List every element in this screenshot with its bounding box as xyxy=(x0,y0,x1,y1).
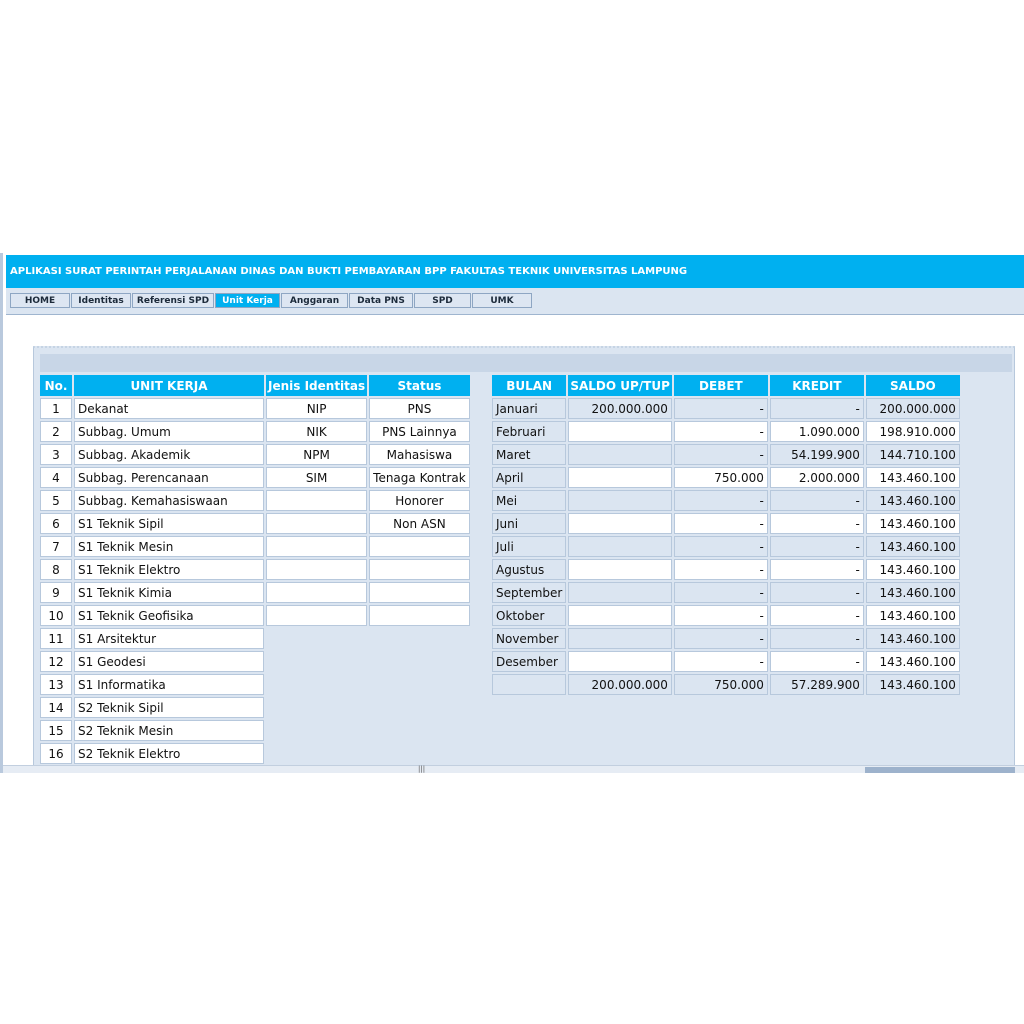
table-row xyxy=(40,674,470,695)
unit-kerja-cell[interactable]: Dekanat xyxy=(74,398,264,419)
excel-app-window xyxy=(0,253,1024,773)
debet-cell[interactable]: - xyxy=(674,398,768,419)
row-number-cell[interactable]: 1 xyxy=(40,398,72,419)
table-row xyxy=(40,513,470,534)
row-number-cell[interactable]: 14 xyxy=(40,697,72,718)
status-cell[interactable]: Tenaga Kontrak xyxy=(369,467,470,488)
tab-referensi-spd[interactable]: Referensi SPD xyxy=(132,293,214,308)
empty-area xyxy=(369,743,470,764)
status-cell[interactable] xyxy=(369,605,470,626)
row-number-cell[interactable]: 3 xyxy=(40,444,72,465)
tab-umk[interactable]: UMK xyxy=(472,293,532,308)
jenis-identitas-cell[interactable]: SIM xyxy=(266,467,367,488)
unit-kerja-cell[interactable]: S1 Teknik Geofisika xyxy=(74,605,264,626)
table-row xyxy=(492,467,960,488)
debet-cell[interactable]: - xyxy=(674,559,768,580)
kredit-cell[interactable]: - xyxy=(770,651,864,672)
bulan-cell[interactable]: April xyxy=(492,467,566,488)
kredit-cell[interactable]: - xyxy=(770,536,864,557)
table-row xyxy=(492,628,960,649)
empty-area xyxy=(266,674,367,695)
debet-cell[interactable]: 750.000 xyxy=(674,467,768,488)
saldo-up-cell[interactable] xyxy=(568,513,672,534)
unit-kerja-cell[interactable]: Subbag. Akademik xyxy=(74,444,264,465)
table-row xyxy=(492,444,960,465)
bulan-cell[interactable]: Juni xyxy=(492,513,566,534)
row-number-cell[interactable]: 11 xyxy=(40,628,72,649)
empty-area xyxy=(369,674,470,695)
bulan-cell[interactable]: Maret xyxy=(492,444,566,465)
saldo-up-cell[interactable] xyxy=(568,628,672,649)
table-row xyxy=(40,444,470,465)
total-saldo-up-cell[interactable]: 200.000.000 xyxy=(568,674,672,695)
table-row xyxy=(492,605,960,626)
unit-kerja-panel xyxy=(33,346,1015,766)
saldo-cell[interactable]: 143.460.100 xyxy=(866,559,960,580)
kredit-cell[interactable]: - xyxy=(770,559,864,580)
bulan-cell[interactable]: Februari xyxy=(492,421,566,442)
bulan-cell[interactable]: November xyxy=(492,628,566,649)
table-row xyxy=(492,582,960,603)
table-row xyxy=(40,398,470,419)
saldo-cell[interactable]: 143.460.100 xyxy=(866,628,960,649)
saldo-cell[interactable]: 200.000.000 xyxy=(866,398,960,419)
empty-area xyxy=(266,651,367,672)
status-cell[interactable]: Honorer xyxy=(369,490,470,511)
col-header-debet: DEBET xyxy=(674,375,768,396)
saldo-up-cell[interactable] xyxy=(568,444,672,465)
kredit-cell[interactable]: - xyxy=(770,398,864,419)
table-row xyxy=(492,536,960,557)
tab-identitas[interactable]: Identitas xyxy=(71,293,131,308)
debet-cell[interactable]: - xyxy=(674,628,768,649)
bulan-cell[interactable]: Juli xyxy=(492,536,566,557)
bulan-cell[interactable]: Januari xyxy=(492,398,566,419)
unit-kerja-cell[interactable]: Subbag. Kemahasiswaan xyxy=(74,490,264,511)
debet-cell[interactable]: - xyxy=(674,490,768,511)
table-row xyxy=(40,536,470,557)
jenis-identitas-cell[interactable]: NIK xyxy=(266,421,367,442)
tab-data-pns[interactable]: Data PNS xyxy=(349,293,413,308)
empty-area xyxy=(266,697,367,718)
table-row xyxy=(492,398,960,419)
saldo-up-cell[interactable]: 200.000.000 xyxy=(568,398,672,419)
tab-spd[interactable]: SPD xyxy=(414,293,471,308)
kredit-cell[interactable]: 1.090.000 xyxy=(770,421,864,442)
kredit-cell[interactable]: - xyxy=(770,628,864,649)
row-number-cell[interactable]: 2 xyxy=(40,421,72,442)
empty-area xyxy=(369,697,470,718)
col-header-saldo-up-tup: SALDO UP/TUP xyxy=(568,375,672,396)
unit-kerja-cell[interactable]: S2 Teknik Mesin xyxy=(74,720,264,741)
saldo-up-cell[interactable] xyxy=(568,467,672,488)
unit-kerja-cell[interactable]: S1 Teknik Mesin xyxy=(74,536,264,557)
col-header-unit-kerja: UNIT KERJA xyxy=(74,375,264,396)
unit-table-header xyxy=(40,375,470,396)
bulan-cell[interactable]: September xyxy=(492,582,566,603)
saldo-up-cell[interactable] xyxy=(568,421,672,442)
unit-kerja-cell[interactable]: S1 Arsitektur xyxy=(74,628,264,649)
debet-cell[interactable]: - xyxy=(674,536,768,557)
spacer-band xyxy=(6,315,1024,343)
sheet-tab-row xyxy=(6,288,1024,315)
saldo-cell[interactable]: 143.460.100 xyxy=(866,536,960,557)
row-number-cell[interactable]: 12 xyxy=(40,651,72,672)
table-row xyxy=(40,605,470,626)
unit-kerja-cell[interactable]: S1 Informatika xyxy=(74,674,264,695)
saldo-up-cell[interactable] xyxy=(568,559,672,580)
table-row xyxy=(492,513,960,534)
saldo-up-cell[interactable] xyxy=(568,536,672,557)
col-header-kredit: KREDIT xyxy=(770,375,864,396)
empty-area xyxy=(369,651,470,672)
jenis-identitas-cell[interactable] xyxy=(266,490,367,511)
unit-kerja-cell[interactable]: S2 Teknik Sipil xyxy=(74,697,264,718)
row-number-cell[interactable]: 5 xyxy=(40,490,72,511)
row-number-cell[interactable]: 4 xyxy=(40,467,72,488)
jenis-identitas-cell[interactable] xyxy=(266,605,367,626)
scrollbar-thumb[interactable] xyxy=(865,767,1015,773)
total-debet-cell[interactable]: 750.000 xyxy=(674,674,768,695)
horizontal-scrollbar[interactable] xyxy=(3,765,1024,773)
table-row xyxy=(492,490,960,511)
tab-unit-kerja[interactable]: Unit Kerja xyxy=(215,293,280,308)
unit-kerja-cell[interactable]: S1 Teknik Kimia xyxy=(74,582,264,603)
table-row xyxy=(40,697,470,718)
saldo-up-cell[interactable] xyxy=(568,651,672,672)
row-number-cell[interactable]: 16 xyxy=(40,743,72,764)
col-header-jenis-identitas: Jenis Identitas xyxy=(266,375,367,396)
col-header-no: No. xyxy=(40,375,72,396)
table-row xyxy=(40,582,470,603)
empty-area xyxy=(266,628,367,649)
col-header-saldo: SALDO xyxy=(866,375,960,396)
table-row xyxy=(40,720,470,741)
saldo-cell[interactable]: 143.460.100 xyxy=(866,467,960,488)
table-row xyxy=(40,628,470,649)
unit-kerja-cell[interactable]: Subbag. Perencanaan xyxy=(74,467,264,488)
unit-kerja-table xyxy=(38,373,472,766)
app-title: APLIKASI SURAT PERINTAH PERJALANAN DINAS DAN BUKTI PEMBAYARAN BPP FAKULTAS TEKNIK UNIVERSITAS LAMPUNG xyxy=(6,255,1024,288)
kredit-cell[interactable]: - xyxy=(770,513,864,534)
bulan-cell[interactable]: Oktober xyxy=(492,605,566,626)
jenis-identitas-cell[interactable] xyxy=(266,513,367,534)
unit-kerja-cell[interactable]: S1 Teknik Elektro xyxy=(74,559,264,580)
empty-area xyxy=(266,743,367,764)
status-cell[interactable]: Non ASN xyxy=(369,513,470,534)
scroll-grip-icon: ||| xyxy=(418,765,426,773)
table-row xyxy=(40,421,470,442)
table-row xyxy=(492,421,960,442)
kredit-cell[interactable]: 54.199.900 xyxy=(770,444,864,465)
kredit-cell[interactable]: - xyxy=(770,490,864,511)
table-row xyxy=(40,467,470,488)
status-cell[interactable] xyxy=(369,559,470,580)
row-number-cell[interactable]: 8 xyxy=(40,559,72,580)
panel-header-bar xyxy=(40,354,1012,372)
bulan-cell[interactable]: Mei xyxy=(492,490,566,511)
bulan-cell[interactable]: Desember xyxy=(492,651,566,672)
saldo-cell[interactable]: 143.460.100 xyxy=(866,513,960,534)
jenis-identitas-cell[interactable] xyxy=(266,536,367,557)
kredit-cell[interactable]: 2.000.000 xyxy=(770,467,864,488)
debet-cell[interactable]: - xyxy=(674,582,768,603)
saldo-cell[interactable]: 143.460.100 xyxy=(866,582,960,603)
jenis-identitas-cell[interactable] xyxy=(266,559,367,580)
status-cell[interactable]: PNS xyxy=(369,398,470,419)
jenis-identitas-cell[interactable]: NPM xyxy=(266,444,367,465)
debet-cell[interactable]: - xyxy=(674,651,768,672)
jenis-identitas-cell[interactable] xyxy=(266,582,367,603)
bulan-cell[interactable]: Agustus xyxy=(492,559,566,580)
col-header-status: Status xyxy=(369,375,470,396)
saldo-up-cell[interactable] xyxy=(568,490,672,511)
empty-area xyxy=(266,720,367,741)
saldo-cell[interactable]: 144.710.100 xyxy=(866,444,960,465)
table-row xyxy=(40,651,470,672)
unit-kerja-cell[interactable]: S1 Teknik Sipil xyxy=(74,513,264,534)
row-number-cell[interactable]: 10 xyxy=(40,605,72,626)
tab-anggaran[interactable]: Anggaran xyxy=(281,293,348,308)
tab-home[interactable]: HOME xyxy=(10,293,70,308)
row-number-cell[interactable]: 7 xyxy=(40,536,72,557)
unit-kerja-cell[interactable]: S2 Teknik Elektro xyxy=(74,743,264,764)
status-cell[interactable] xyxy=(369,536,470,557)
status-cell[interactable] xyxy=(369,582,470,603)
table-row xyxy=(40,743,470,764)
jenis-identitas-cell[interactable]: NIP xyxy=(266,398,367,419)
saldo-up-cell[interactable] xyxy=(568,582,672,603)
saldo-table-header xyxy=(492,375,960,396)
saldo-cell[interactable]: 143.460.100 xyxy=(866,490,960,511)
row-number-cell[interactable]: 9 xyxy=(40,582,72,603)
saldo-table xyxy=(490,373,962,697)
saldo-cell[interactable]: 143.460.100 xyxy=(866,605,960,626)
table-row xyxy=(40,490,470,511)
totals-row xyxy=(492,674,960,695)
saldo-up-cell[interactable] xyxy=(568,605,672,626)
saldo-cell[interactable]: 143.460.100 xyxy=(866,651,960,672)
kredit-cell[interactable]: - xyxy=(770,605,864,626)
total-kredit-cell[interactable]: 57.289.900 xyxy=(770,674,864,695)
row-number-cell[interactable]: 6 xyxy=(40,513,72,534)
totals-label-cell xyxy=(492,674,566,695)
debet-cell[interactable]: - xyxy=(674,605,768,626)
unit-kerja-cell[interactable]: S1 Geodesi xyxy=(74,651,264,672)
status-cell[interactable]: Mahasiswa xyxy=(369,444,470,465)
debet-cell[interactable]: - xyxy=(674,513,768,534)
debet-cell[interactable]: - xyxy=(674,444,768,465)
table-row xyxy=(492,651,960,672)
table-row xyxy=(40,559,470,580)
empty-area xyxy=(369,720,470,741)
total-saldo-cell[interactable]: 143.460.100 xyxy=(866,674,960,695)
debet-cell[interactable]: - xyxy=(674,421,768,442)
row-number-cell[interactable]: 15 xyxy=(40,720,72,741)
col-header-bulan: BULAN xyxy=(492,375,566,396)
table-row xyxy=(492,559,960,580)
unit-kerja-cell[interactable]: Subbag. Umum xyxy=(74,421,264,442)
status-cell[interactable]: PNS Lainnya xyxy=(369,421,470,442)
saldo-cell[interactable]: 198.910.000 xyxy=(866,421,960,442)
kredit-cell[interactable]: - xyxy=(770,582,864,603)
empty-area xyxy=(369,628,470,649)
row-number-cell[interactable]: 13 xyxy=(40,674,72,695)
